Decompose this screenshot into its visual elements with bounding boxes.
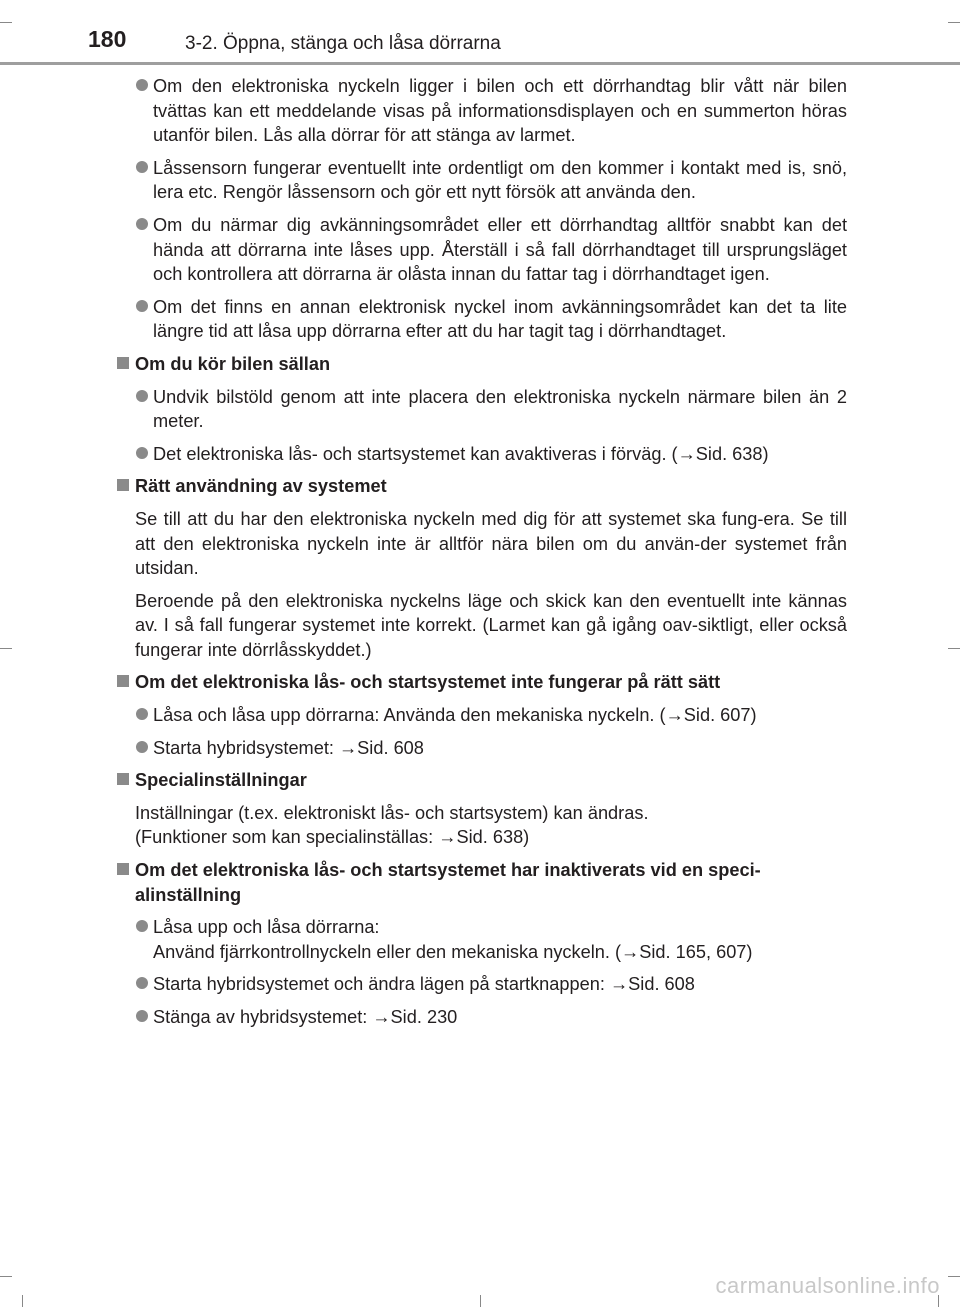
bullet-item (115, 295, 847, 344)
square-marker-icon (117, 357, 129, 369)
crop-mark (0, 1276, 12, 1277)
bullet-item (115, 703, 847, 728)
bullet-dot-icon (136, 920, 148, 932)
paragraph (115, 507, 847, 581)
bullet-item (115, 156, 847, 205)
bullet-dot-icon (136, 708, 148, 720)
bullet-item (115, 915, 847, 964)
block-text: Om den elektroniska nyckeln ligger i bilen och ett dörrhandtag blir vått när bilen tvättas kan ett meddelande visas på informationsdisplayen och en summerton höras utanför bilen. Lås alla dörrar för att stänga av larmet. (153, 76, 847, 146)
section-heading (115, 858, 847, 907)
block-text: Det elektroniska lås- och startsystemet kan avaktiveras i förväg. (→Sid. 638) (153, 443, 769, 464)
site-watermark: carmanualsonline.info (715, 1273, 940, 1298)
section-heading (115, 670, 847, 695)
bullet-dot-icon (136, 1010, 148, 1022)
bullet-dot-icon (136, 447, 148, 459)
block-text: Beroende på den elektroniska nyckelns läge och skick kan den eventuellt inte kännas av. I så fall fungerar systemet inte korrekt. (Larmet kan gå igång oav-siktligt, eller också fungerar inte dörrlåsskyddet.) (135, 590, 847, 660)
block-text: Se till att du har den elektroniska nyckeln med dig för att systemet ska fung-era. Se till att den elektroniska nyckeln inte är alltför nära bilen om du använ-der systemet från utsidan. (135, 508, 847, 579)
bullet-item (115, 736, 847, 761)
crop-mark (0, 22, 12, 23)
bullet-dot-icon (136, 161, 148, 173)
bullet-item (115, 442, 847, 467)
block-text: Specialinställningar (135, 770, 307, 791)
page-content (115, 74, 847, 1038)
crop-mark (0, 648, 12, 649)
bullet-item (115, 1005, 847, 1030)
page-number: 180 (88, 26, 127, 52)
crop-mark (948, 648, 960, 649)
page-header (0, 0, 960, 62)
block-text: Stänga av hybridsystemet: →Sid. 230 (153, 1007, 458, 1027)
block-text: Starta hybridsystemet: →Sid. 608 (153, 737, 424, 758)
section-heading (115, 352, 847, 377)
section-title: 3-2. Öppna, stänga och låsa dörrarna (185, 33, 501, 54)
crop-mark (22, 1295, 23, 1307)
bullet-dot-icon (136, 300, 148, 312)
block-text: Rätt användning av systemet (135, 476, 387, 497)
square-marker-icon (117, 675, 129, 687)
bullet-item (115, 972, 847, 997)
block-text: Om det finns en annan elektronisk nyckel inom avkänningsområdet kan det ta lite längre tid att låsa upp dörrarna efter att du har tagit tag i dörrhandtaget. (153, 296, 847, 342)
bullet-dot-icon (136, 79, 148, 91)
bullet-dot-icon (136, 218, 148, 230)
bullet-dot-icon (136, 390, 148, 402)
block-text: Om det elektroniska lås- och startsystemet har inaktiverats vid en speci-alinställning (135, 860, 761, 905)
paragraph (115, 589, 847, 663)
block-text: Om du närmar dig avkänningsområdet eller ett dörrhandtag alltför snabbt kan det hända att dörrarna inte låses upp. Återställ i så fall dörrhandtaget till ursprungsläget och kontrollera att dörrarna är olåsta innan du fattar tag i dörrhandtaget igen. (153, 214, 847, 285)
block-text: Om du kör bilen sällan (135, 353, 331, 374)
crop-mark (948, 1276, 960, 1277)
section-heading (115, 474, 847, 499)
block-text: Om det elektroniska lås- och startsystemet inte fungerar på rätt sätt (135, 672, 721, 693)
block-text: Starta hybridsystemet och ändra lägen på startknappen: →Sid. 608 (153, 974, 695, 995)
block-text: Låssensorn fungerar eventuellt inte ordentligt om den kommer i kontakt med is, snö, lera etc. Rengör låssensorn och gör ett nytt försök att använda den. (153, 157, 847, 203)
square-marker-icon (117, 479, 129, 491)
square-marker-icon (117, 773, 129, 785)
block-text: Undvik bilstöld genom att inte placera den elektroniska nyckeln närmare bilen än 2 meter. (153, 386, 847, 432)
crop-mark (480, 1295, 481, 1307)
bullet-dot-icon (136, 741, 148, 753)
block-text: Låsa upp och låsa dörrarna: Använd fjärrkontrollnyckeln eller den mekaniska nyckeln. (→Sid. 165, 607) (153, 917, 753, 962)
paragraph (115, 801, 847, 850)
block-text: Låsa och låsa upp dörrarna: Använda den mekaniska nyckeln. (→Sid. 607) (153, 705, 757, 726)
square-marker-icon (117, 863, 129, 875)
section-heading (115, 768, 847, 793)
bullet-item (115, 213, 847, 287)
crop-mark (948, 22, 960, 23)
bullet-item (115, 74, 847, 148)
bullet-dot-icon (136, 977, 148, 989)
bullet-item (115, 385, 847, 434)
block-text: Inställningar (t.ex. elektroniskt lås- och startsystem) kan ändras. (Funktioner som kan specialinställas: →Sid. 638) (135, 802, 649, 848)
header-rule (0, 62, 960, 65)
